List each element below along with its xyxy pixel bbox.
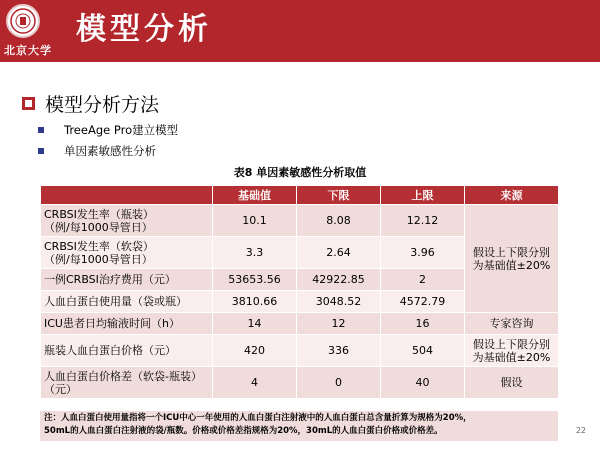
table-caption: 表8 单因素敏感性分析取值 bbox=[233, 166, 367, 179]
column-header: 下限 bbox=[297, 186, 381, 205]
footnote-line: 注：人血白蛋白使用量指将一个ICU中心一年使用的人血白蛋白注射液中的人血白蛋白总含量折算为规格为20%， bbox=[44, 413, 472, 423]
table-row bbox=[41, 367, 559, 399]
low-value-cell: 0 bbox=[297, 367, 381, 399]
row-label bbox=[41, 237, 213, 269]
base-value-cell: 4 bbox=[213, 367, 297, 399]
source-line: 假设上下限分别 bbox=[473, 337, 550, 351]
sub-list bbox=[38, 120, 178, 162]
list-item-label: 单因素敏感性分析 bbox=[64, 144, 156, 158]
list-item bbox=[38, 141, 178, 161]
source-cell: 专家咨询 bbox=[465, 313, 559, 335]
table-footnote bbox=[40, 411, 558, 441]
high-value-cell: 4572.79 bbox=[381, 291, 465, 313]
high-value-cell: 504 bbox=[381, 335, 465, 367]
table-row bbox=[41, 205, 559, 237]
low-value-cell: 12 bbox=[297, 313, 381, 335]
high-value-cell: 40 bbox=[381, 367, 465, 399]
column-header: 来源 bbox=[465, 186, 559, 205]
row-label bbox=[41, 367, 213, 399]
row-label: 一例CRBSI治疗费用（元） bbox=[41, 269, 213, 291]
row-label-line: （例/每1000导管日） bbox=[44, 252, 153, 266]
base-value-cell: 14 bbox=[213, 313, 297, 335]
footnote-line: 50mL的人血白蛋白注射液的袋/瓶数。价格或价格差指规格为20%，30mL的人血白蛋白价格或价格差。 bbox=[44, 426, 443, 436]
page-number: 22 bbox=[575, 426, 586, 435]
list-item bbox=[38, 120, 178, 140]
section-title: 模型分析方法 bbox=[45, 94, 160, 116]
row-label: 瓶装人血白蛋白价格（元） bbox=[41, 335, 213, 367]
row-label: ICU患者日均输液时间（h） bbox=[41, 313, 213, 335]
source-line: 为基础值±20% bbox=[472, 350, 551, 364]
base-value-cell: 10.1 bbox=[213, 205, 297, 237]
row-label-line: （元） bbox=[44, 382, 77, 396]
section-heading bbox=[22, 90, 159, 117]
column-header: 基础值 bbox=[213, 186, 297, 205]
source-line: 假设上下限分别 bbox=[473, 245, 550, 259]
base-value-cell: 3.3 bbox=[213, 237, 297, 269]
source-cell bbox=[465, 335, 559, 367]
low-value-cell: 336 bbox=[297, 335, 381, 367]
low-value-cell: 2.64 bbox=[297, 237, 381, 269]
high-value-cell: 2 bbox=[381, 269, 465, 291]
low-value-cell: 8.08 bbox=[297, 205, 381, 237]
list-item-label: TreeAge Pro建立模型 bbox=[64, 123, 179, 137]
table-row bbox=[41, 335, 559, 367]
row-label bbox=[41, 205, 213, 237]
row-label-line: （例/每1000导管日） bbox=[44, 220, 153, 234]
source-cell bbox=[465, 205, 559, 313]
low-value-cell: 3048.52 bbox=[297, 291, 381, 313]
table-row bbox=[41, 313, 559, 335]
square-bullet-icon bbox=[22, 97, 35, 110]
row-label-line: CRBSI发生率（瓶装） bbox=[44, 207, 154, 221]
table-header-row bbox=[41, 186, 559, 205]
base-value-cell: 53653.56 bbox=[213, 269, 297, 291]
column-header: 上限 bbox=[381, 186, 465, 205]
low-value-cell: 42922.85 bbox=[297, 269, 381, 291]
page-title: 模型分析 bbox=[76, 12, 212, 47]
university-seal-icon bbox=[6, 4, 40, 38]
source-cell: 假设 bbox=[465, 367, 559, 399]
row-label-line: CRBSI发生率（软袋） bbox=[44, 239, 154, 253]
bullet-icon bbox=[38, 148, 44, 154]
row-label: 人血白蛋白使用量（袋或瓶） bbox=[41, 291, 213, 313]
high-value-cell: 12.12 bbox=[381, 205, 465, 237]
source-line: 为基础值±20% bbox=[472, 258, 551, 272]
base-value-cell: 3810.66 bbox=[213, 291, 297, 313]
column-header bbox=[41, 186, 213, 205]
row-label-line: 人血白蛋白价格差（软袋-瓶装） bbox=[44, 369, 202, 383]
slide-header bbox=[0, 0, 600, 62]
sensitivity-table bbox=[40, 185, 559, 399]
base-value-cell: 420 bbox=[213, 335, 297, 367]
high-value-cell: 3.96 bbox=[381, 237, 465, 269]
university-logo-text: 北京大学 bbox=[4, 44, 52, 57]
bullet-icon bbox=[38, 127, 44, 133]
high-value-cell: 16 bbox=[381, 313, 465, 335]
